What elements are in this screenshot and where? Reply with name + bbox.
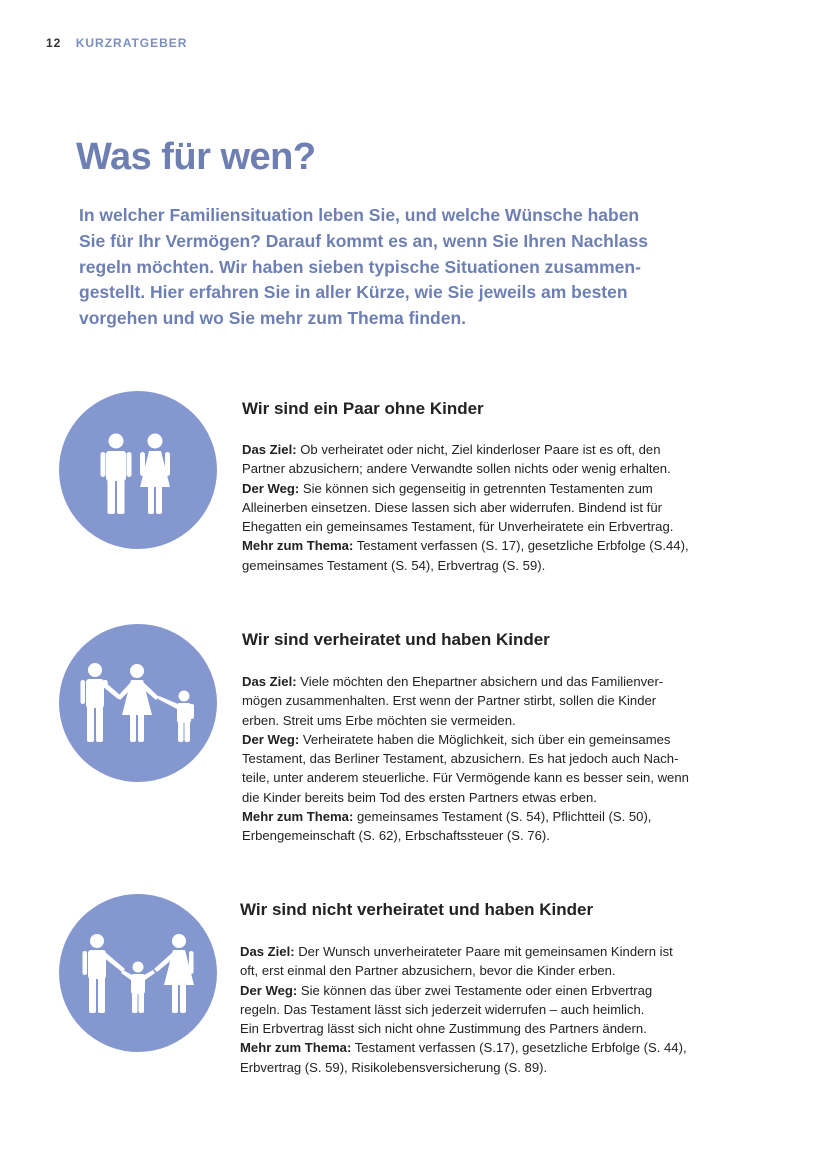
section-title: Wir sind verheiratet und haben Kinder — [242, 630, 550, 649]
intro-line: Sie für Ihr Vermögen? Darauf kommt es an, wenn Sie Ihren Nachlass — [79, 230, 648, 251]
text-line: regeln. Das Testament lässt sich jederzeit widerrufen – auch heimlich. — [240, 1001, 645, 1017]
text-line: Das Ziel: Ob verheiratet oder nicht, Ziel kinderloser Paare ist es oft, den — [242, 442, 661, 457]
section-label: KURZRATGEBER — [75, 36, 188, 50]
text-line: Der Weg: Verheiratete haben die Möglichkeit, sich über ein gemeinsames — [242, 731, 671, 747]
text-line: Erbengemeinschaft (S. 62), Erbschaftssteuer (S. 76). — [242, 828, 550, 844]
text-line: Ein Erbvertrag lässt sich nicht ohne Zustimmung des Partners ändern. — [240, 1021, 647, 1037]
intro-line: In welcher Familiensituation leben Sie, und welche Wünsche haben — [79, 205, 640, 225]
page-title: Was für wen? — [76, 136, 316, 178]
intro-paragraph — [79, 203, 719, 332]
text-line: die Kinder bereits beim Tod des ersten Partners etwas erben. — [242, 789, 597, 805]
running-header — [46, 36, 187, 50]
section-title: Wir sind ein Paar ohne Kinder — [242, 399, 484, 418]
text-line: Der Weg: Sie können das über zwei Testamente oder einen Erbvertrag — [240, 982, 653, 998]
parents-holding-child-icon — [59, 894, 217, 1052]
couple-icon — [59, 391, 217, 549]
text-line: Alleinerben einsetzen. Diese lassen sich aber widerrufen. Bindend ist für — [242, 499, 662, 515]
text-line: erben. Streit ums Erbe möchten sie vermeiden. — [242, 712, 516, 728]
text-line: Mehr zum Thema: Testament verfassen (S. 17), gesetzliche Erbfolge (S.44), — [242, 538, 689, 554]
section-body — [242, 440, 742, 575]
page-number: 12 — [46, 36, 62, 50]
text-line: Ehegatten ein gemeinsames Testament, für Unverheiratete ein Erbvertrag. — [242, 519, 674, 535]
text-line: Erbvertrag (S. 59), Risikolebensversicherung (S. 89). — [240, 1059, 548, 1075]
family-with-child-icon — [59, 624, 217, 782]
text-line: Mehr zum Thema: Testament verfassen (S.17), gesetzliche Erbfolge (S. 44), — [240, 1040, 687, 1056]
text-line: Partner abzusichern; andere Verwandte sollen nichts oder wenig erhalten. — [242, 461, 671, 477]
text-line: Testament, das Berliner Testament, abzusichern. Es hat jedoch auch Nach- — [242, 751, 679, 767]
text-line: teile, unter anderem steuerliche. Für Vermögende kann es besser sein, wenn — [242, 770, 689, 786]
section-body — [242, 672, 742, 846]
text-line: mögen zusammenhalten. Erst wenn der Partner stirbt, sollen die Kinder — [242, 693, 657, 709]
text-line: gemeinsames Testament (S. 54), Erbvertrag (S. 59). — [242, 557, 546, 573]
section-body — [240, 942, 740, 1077]
intro-line: vorgehen und wo Sie mehr zum Thema finden. — [79, 308, 466, 329]
text-line: Das Ziel: Der Wunsch unverheirateter Paare mit gemeinsamen Kindern ist — [240, 944, 673, 959]
section-title: Wir sind nicht verheiratet und haben Kinder — [240, 900, 594, 919]
text-line: Das Ziel: Viele möchten den Ehepartner absichern und das Familienver- — [242, 674, 664, 689]
text-line: oft, erst einmal den Partner abzusichern, bevor die Kinder erben. — [240, 963, 616, 979]
intro-line: regeln möchten. Wir haben sieben typische Situationen zusammen- — [79, 256, 641, 277]
intro-line: gestellt. Hier erfahren Sie in aller Kürze, wie Sie jeweils am besten — [79, 282, 628, 303]
text-line: Der Weg: Sie können sich gegenseitig in getrennten Testamenten zum — [242, 480, 653, 496]
text-line: Mehr zum Thema: gemeinsames Testament (S. 54), Pflichtteil (S. 50), — [242, 809, 652, 825]
